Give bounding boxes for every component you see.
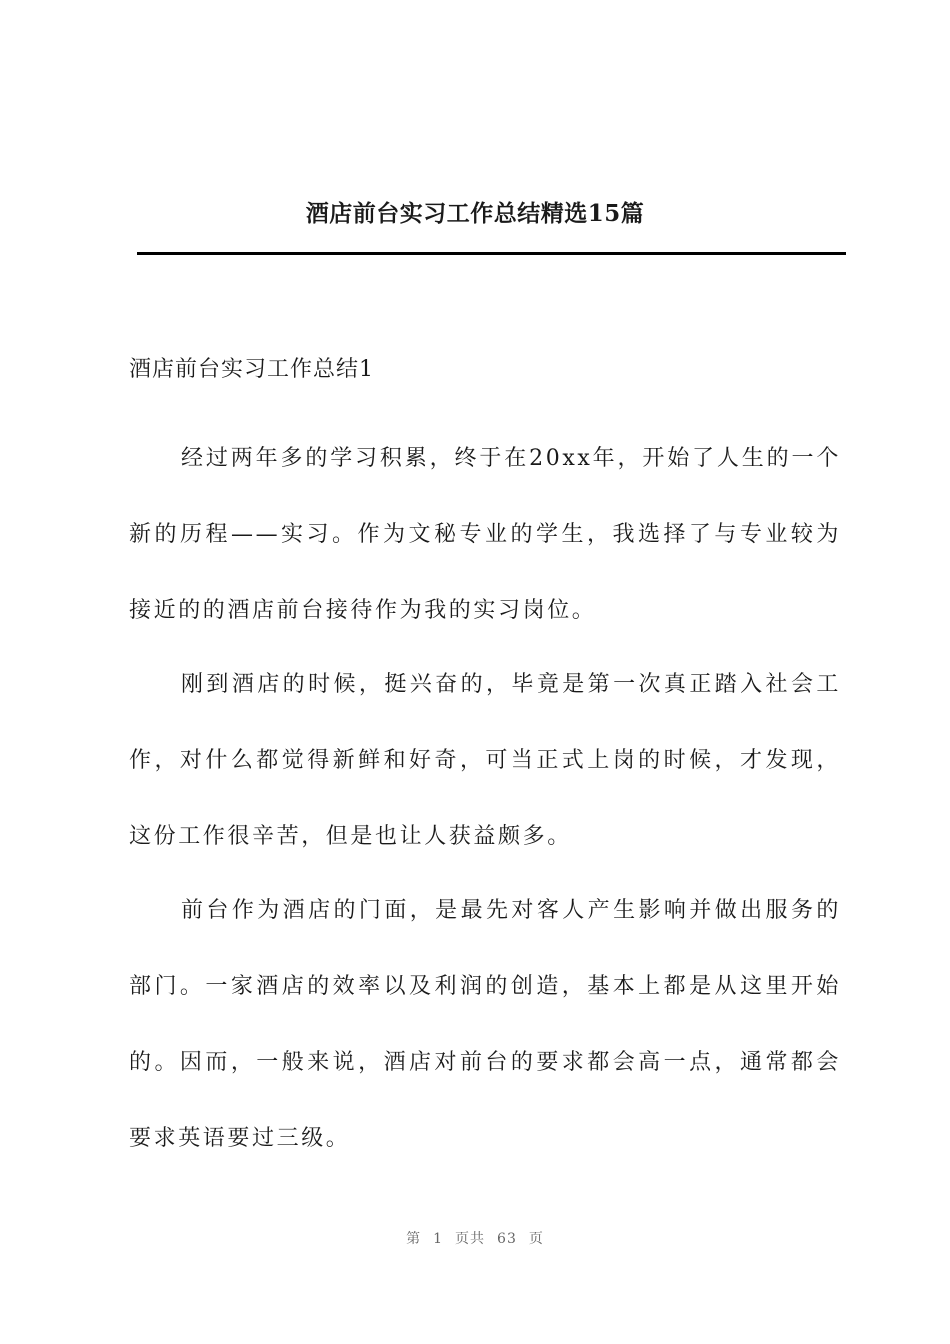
section-heading: 酒店前台实习工作总结1	[129, 357, 374, 382]
document-body	[129, 345, 841, 1177]
footer-current-page: 1	[433, 1231, 444, 1247]
document-title: 酒店前台实习工作总结精选15篇	[305, 200, 645, 227]
footer-label-end: 页	[528, 1231, 544, 1247]
paragraph-3: 前台作为酒店的门面，是最先对客人产生影响并做出服务的部门。一家酒店的效率以及利润的创造，基本上都是从这里开始的。因而，一般来说，酒店对前台的要求都会高一点，通常都会要求英语要过三级。	[129, 898, 841, 1151]
footer-label-of: 页共	[455, 1231, 486, 1247]
paragraph-1: 经过两年多的学习积累，终于在20xx年，开始了人生的一个新的历程——实习。作为文秘专业的学生，我选择了与专业较为接近的的酒店前台接待作为我的实习岗位。	[129, 446, 841, 623]
footer-total-pages: 63	[497, 1231, 517, 1247]
footer-label-page: 第	[406, 1231, 422, 1247]
page-footer	[0, 1228, 950, 1248]
paragraph-2: 刚到酒店的时候，挺兴奋的，毕竟是第一次真正踏入社会工作，对什么都觉得新鲜和好奇，可当正式上岗的时候，才发现，这份工作很辛苦，但是也让人获益颇多。	[129, 672, 841, 849]
title-divider	[137, 252, 846, 255]
